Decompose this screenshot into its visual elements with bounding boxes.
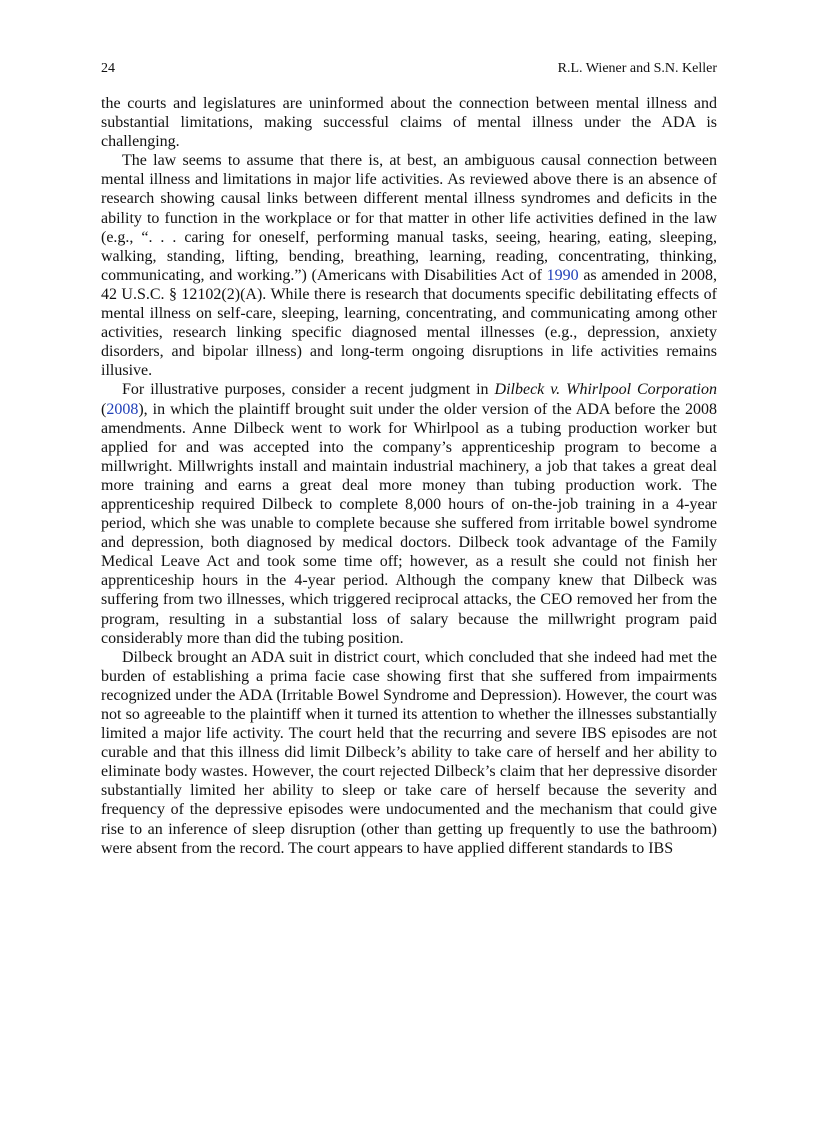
case-name: Dilbeck v. Whirlpool Corporation <box>494 381 717 399</box>
paragraph-2-text-b: as amended in 2008, 42 U.S.C. § 12102(2)(A). While there is research that documents specific debilitating effects of mental illness on self-care, sleeping, learning, concentrating, and communicating among other activities, research linking specific diagnosed mental illnesses (e.g., depression, anxiety disorders, and bipolar illness) and long-term ongoing disruptions in life activities remains illusive. <box>101 266 717 380</box>
paragraph-3-text-a: For illustrative purposes, consider a recent judgment in <box>122 381 495 399</box>
page-number: 24 <box>101 61 115 76</box>
paragraph-3-text-b: ( <box>101 400 107 418</box>
citation-link-1990[interactable]: 1990 <box>546 266 579 284</box>
paragraph-3 <box>101 380 717 647</box>
citation-link-2008[interactable]: 2008 <box>106 400 139 418</box>
paragraph-3-text-c: ), in which the plaintiff brought suit under the older version of the ADA before the 2008 amendments. Anne Dilbeck went to work for Whirlpool as a tubing production worker but applied for and was accepted into the company’s apprenticeship program to become a millwright. Millwrights install and maintain industrial machinery, a job that takes a great deal more training and earns a great deal more money than tubing production work. The apprenticeship required Dilbeck to complete 8,000 hours of on-the-job training in a 4-year period, which she was unable to complete because she suffered from irritable bowel syndrome and depression, both diagnosed by medical doctors. Dilbeck took advantage of the Family Medical Leave Act and took some time off; however, as a result she could not finish her apprenticeship hours in the 4-year period. Although the company knew that Dilbeck was suffering from two illnesses, which triggered reciprocal attacks, the CEO removed her from the program, resulting in a substantial loss of salary because the millwright program paid considerably more than did the tubing position. <box>101 400 717 647</box>
paragraph-1 <box>101 94 717 151</box>
paragraph-4-text: Dilbeck brought an ADA suit in district court, which concluded that she indeed had met the burden of establishing a prima facie case showing first that she suffered from impairments recognized under the ADA (Irritable Bowel Syndrome and Depression). However, the court was not so agreeable to the plaintiff when it turned its attention to whether the illnesses substantially limited a major life activity. The court held that the recurring and severe IBS episodes are not curable and that this illness did limit Dilbeck’s ability to take care of herself and her ability to eliminate body wastes. However, the court rejected Dilbeck’s claim that her depressive disorder substantially limited her ability to sleep or take care of herself because the severity and frequency of the depressive episodes were undocumented and the mechanism that could give rise to an inference of sleep disruption (other than getting up frequently to use the bathroom) were absent from the record. The court appears to have applied different standards to IBS <box>101 648 717 857</box>
paragraph-1-text: the courts and legislatures are uninformed about the connection between mental illness and substantial limitations, making successful claims of mental illness under the ADA is challenging. <box>101 95 717 151</box>
body-text <box>101 94 717 858</box>
paragraph-4 <box>101 648 717 858</box>
running-head: R.L. Wiener and S.N. Keller <box>557 61 717 76</box>
paragraph-2 <box>101 151 717 380</box>
paragraph-2-text-a: The law seems to assume that there is, at best, an ambiguous causal connection between mental illness and limitations in major life activities. As reviewed above there is an absence of research showing causal links between different mental illness syndromes and deficits in the ability to function in the workplace or for that matter in other life activities defined in the law (e.g., “. . . caring for oneself, performing manual tasks, seeing, hearing, eating, sleeping, walking, standing, lifting, bending, breathing, learning, reading, concentrating, thinking, communicating, and working.”) (Americans with Disabilities Act of <box>101 152 717 284</box>
